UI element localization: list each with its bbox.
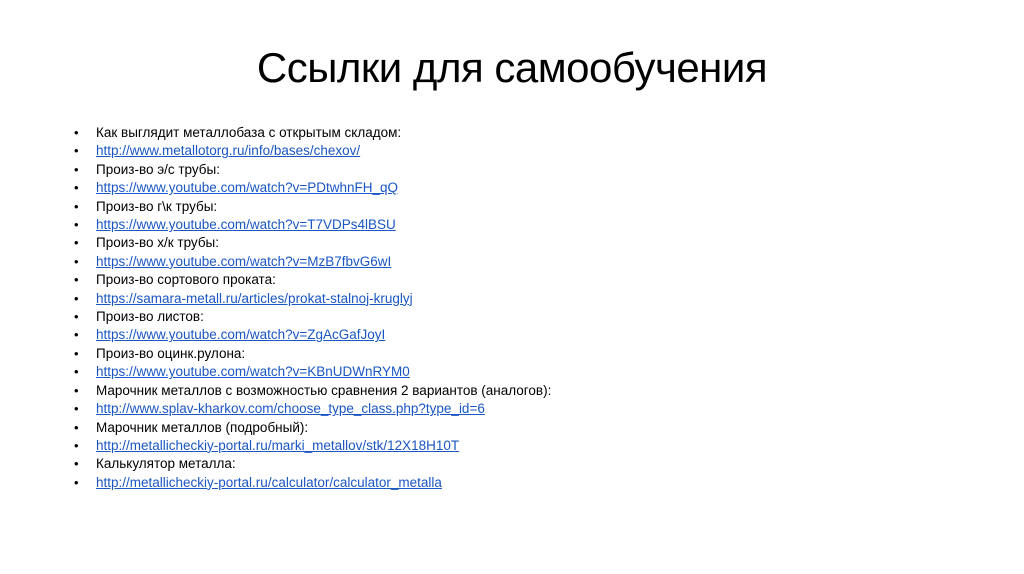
item-label: Калькулятор металла: bbox=[96, 456, 236, 472]
text-list-item bbox=[74, 161, 551, 179]
text-list-item bbox=[74, 345, 551, 363]
bullet-icon: • bbox=[74, 382, 79, 398]
bullet-icon: • bbox=[74, 180, 79, 196]
link-list-item[interactable] bbox=[74, 142, 551, 160]
text-list-item bbox=[74, 198, 551, 216]
text-list-item bbox=[74, 271, 551, 289]
bullet-icon: • bbox=[74, 309, 79, 325]
bullet-icon: • bbox=[74, 143, 79, 159]
item-label: Марочник металлов с возможностью сравнения 2 вариантов (аналогов): bbox=[96, 382, 552, 398]
hyperlink[interactable]: https://samara-metall.ru/articles/prokat-stalnoj-kruglyj bbox=[96, 290, 413, 306]
item-label: Произ-во г\к трубы: bbox=[96, 198, 218, 214]
text-list-item bbox=[74, 455, 551, 473]
hyperlink[interactable]: https://www.youtube.com/watch?v=T7VDPs4lBSU bbox=[96, 217, 396, 233]
bullet-icon: • bbox=[74, 198, 79, 214]
link-list-item[interactable] bbox=[74, 326, 551, 344]
link-list-item[interactable] bbox=[74, 363, 551, 381]
item-label: Произ-во оцинк.рулона: bbox=[96, 345, 246, 361]
bullet-icon: • bbox=[74, 474, 79, 490]
hyperlink[interactable]: https://www.youtube.com/watch?v=MzB7fbvG6wI bbox=[96, 253, 392, 269]
hyperlink[interactable]: http://metallicheckiy-portal.ru/marki_metallov/stk/12X18H10T bbox=[96, 437, 460, 453]
bullet-icon: • bbox=[74, 125, 79, 140]
text-list-item bbox=[74, 382, 551, 400]
bullet-icon: • bbox=[74, 290, 79, 306]
link-list-item[interactable] bbox=[74, 179, 551, 197]
bullet-icon: • bbox=[74, 345, 79, 361]
item-label: Произ-во листов: bbox=[96, 309, 204, 325]
item-label: Произ-во сортового проката: bbox=[96, 272, 276, 288]
bullet-icon: • bbox=[74, 235, 79, 251]
bullet-icon: • bbox=[74, 456, 79, 472]
text-list-item bbox=[74, 124, 551, 142]
item-label: Произ-во х/к трубы: bbox=[96, 235, 220, 251]
bullet-icon: • bbox=[74, 217, 79, 233]
link-list-item[interactable] bbox=[74, 474, 551, 492]
hyperlink[interactable]: https://www.youtube.com/watch?v=KBnUDWnRYM0 bbox=[96, 364, 410, 380]
link-list-item[interactable] bbox=[74, 253, 551, 271]
bullet-icon: • bbox=[74, 272, 79, 288]
text-list-item bbox=[74, 234, 551, 252]
slide-title: Ссылки для самообучения bbox=[256, 44, 768, 91]
link-list-item[interactable] bbox=[74, 437, 551, 455]
item-label: Как выглядит металлобаза с открытым складом: bbox=[96, 125, 402, 140]
link-list-item[interactable] bbox=[74, 290, 551, 308]
links-list bbox=[74, 124, 551, 492]
hyperlink[interactable]: https://www.youtube.com/watch?v=PDtwhnFH_qQ bbox=[96, 180, 399, 196]
hyperlink[interactable]: http://www.splav-kharkov.com/choose_type_class.php?type_id=6 bbox=[96, 401, 485, 417]
item-label: Произ-во э/с трубы: bbox=[96, 161, 220, 177]
text-list-item bbox=[74, 308, 551, 326]
hyperlink[interactable]: http://www.metallotorg.ru/info/bases/chexov/ bbox=[96, 143, 361, 159]
text-list-item bbox=[74, 419, 551, 437]
item-label: Марочник металлов (подробный): bbox=[96, 419, 309, 435]
link-list-item[interactable] bbox=[74, 400, 551, 418]
link-list-item[interactable] bbox=[74, 216, 551, 234]
bullet-icon: • bbox=[74, 253, 79, 269]
bullet-icon: • bbox=[74, 419, 79, 435]
hyperlink[interactable]: http://metallicheckiy-portal.ru/calculator/calculator_metalla bbox=[96, 474, 442, 490]
bullet-icon: • bbox=[74, 364, 79, 380]
bullet-icon: • bbox=[74, 161, 79, 177]
hyperlink[interactable]: https://www.youtube.com/watch?v=ZgAcGafJoyI bbox=[96, 327, 386, 343]
bullet-icon: • bbox=[74, 401, 79, 417]
bullet-icon: • bbox=[74, 327, 79, 343]
bullet-icon: • bbox=[74, 437, 79, 453]
